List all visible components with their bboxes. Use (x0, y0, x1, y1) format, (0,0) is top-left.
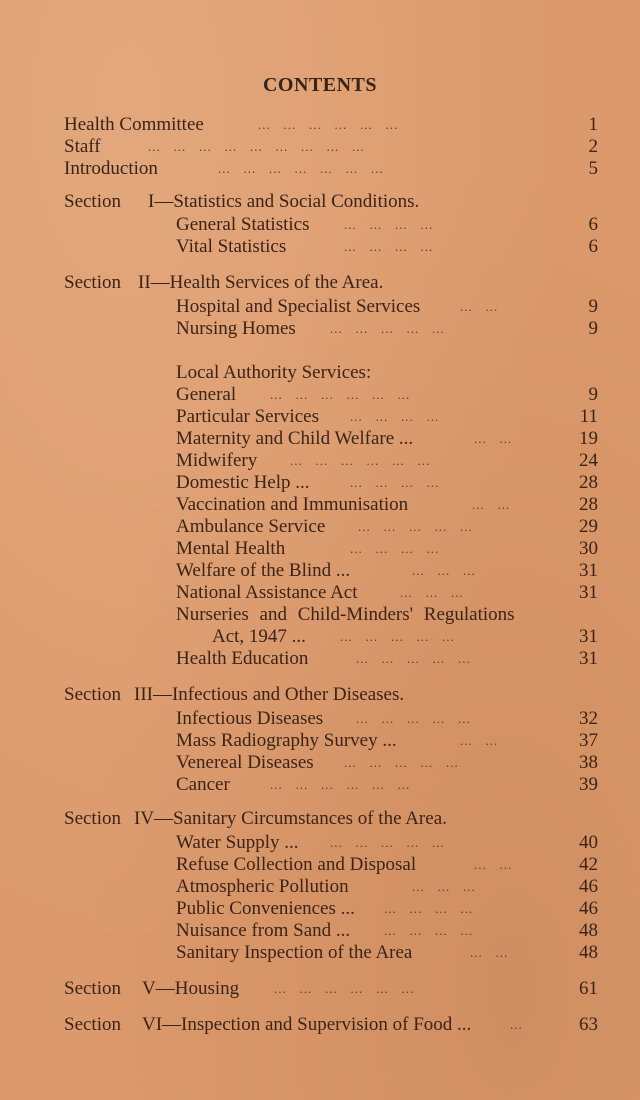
toc-entry-label: Vaccination and Immunisation (176, 494, 409, 515)
toc-entry[interactable] (0, 942, 640, 964)
toc-entry-page: 63 (579, 1014, 598, 1035)
toc-entry-label: Health Education (176, 648, 309, 669)
toc-entry-page: 6 (588, 236, 598, 257)
leader-dots: ... ... ... ... ... (356, 711, 471, 726)
leader-dots: ... ... ... ... (344, 239, 434, 254)
leader-dots: ... ... (474, 431, 513, 446)
toc-entry-label: Public Conveniences ... (176, 898, 355, 919)
toc-entry-label: Water Supply ... (176, 832, 299, 853)
leader-dots: ... ... ... ... ... (356, 651, 471, 666)
toc-entry-label: Midwifery (176, 450, 258, 471)
leader-dots: ... ... ... ... (350, 409, 440, 424)
toc-entry-page: 1 (588, 114, 598, 135)
leader-dots: ... ... ... ... ... ... (270, 387, 411, 402)
toc-entry-page: 9 (588, 384, 598, 405)
toc-entry-label: Health Committee (64, 114, 204, 135)
leader-dots: ... ... ... ... ... (358, 519, 473, 534)
toc-entry-page: 31 (579, 582, 598, 603)
toc-entry-page: 40 (579, 832, 598, 853)
leader-dots: ... ... ... ... ... ... (290, 453, 431, 468)
toc-entry[interactable] (0, 582, 640, 604)
toc-entry-page: 2 (588, 136, 598, 157)
section-heading[interactable] (0, 684, 640, 706)
toc-entry[interactable] (0, 774, 640, 796)
leader-dots: ... (510, 1017, 523, 1032)
leader-dots: ... ... ... ... ... ... (258, 117, 399, 132)
leader-dots: ... ... ... ... ... (330, 321, 445, 336)
section-prefix: Section (64, 1014, 121, 1035)
toc-entry[interactable] (0, 876, 640, 898)
toc-entry[interactable] (0, 604, 640, 626)
toc-entry-page: 32 (579, 708, 598, 729)
toc-entry[interactable] (0, 406, 640, 428)
toc-entry-page: 37 (579, 730, 598, 751)
toc-entry[interactable] (0, 236, 640, 258)
toc-entry[interactable] (0, 626, 640, 648)
section-prefix: Section (64, 191, 121, 212)
leader-dots: ... ... ... ... ... (344, 755, 459, 770)
toc-entry-page: 42 (579, 854, 598, 875)
leader-dots: ... ... ... ... ... (330, 835, 445, 850)
toc-entry-page: 9 (588, 296, 598, 317)
toc-entry-label: Nursing Homes (176, 318, 296, 339)
toc-entry-page: 29 (579, 516, 598, 537)
leader-dots: ... ... (472, 497, 511, 512)
toc-entry-label: Refuse Collection and Disposal (176, 854, 417, 875)
toc-entry-page: 61 (579, 978, 598, 999)
toc-entry[interactable] (0, 538, 640, 560)
toc-entry[interactable] (0, 428, 640, 450)
toc-entry-label: V—Housing (142, 978, 240, 999)
subsection-heading (0, 362, 640, 384)
toc-entry-page: 31 (579, 648, 598, 669)
leader-dots: ... ... ... ... ... (340, 629, 455, 644)
toc-entry[interactable] (0, 494, 640, 516)
toc-entry[interactable] (0, 730, 640, 752)
toc-entry-label: Sanitary Inspection of the Area (176, 942, 413, 963)
leader-dots: ... ... ... ... (344, 217, 434, 232)
toc-entry-page: 19 (579, 428, 598, 449)
toc-entry-label: Mass Radiography Survey ... (176, 730, 397, 751)
toc-entry-page: 5 (588, 158, 598, 179)
subsection-title: Local Authority Services: (176, 362, 372, 383)
toc-entry[interactable] (0, 472, 640, 494)
toc-entry[interactable] (0, 898, 640, 920)
leader-dots: ... ... ... ... ... ... ... ... ... (148, 139, 365, 154)
toc-entry[interactable] (0, 854, 640, 876)
toc-entry-page: 31 (579, 560, 598, 581)
leader-dots: ... ... ... ... (384, 923, 474, 938)
toc-entry-page: 30 (579, 538, 598, 559)
toc-entry-page: 9 (588, 318, 598, 339)
toc-entry[interactable] (0, 920, 640, 942)
toc-entry-page: 6 (588, 214, 598, 235)
toc-entry-label: Vital Statistics (176, 236, 287, 257)
toc-entry-label: Hospital and Specialist Services (176, 296, 421, 317)
toc-entry-label: National Assistance Act (176, 582, 358, 603)
leader-dots: ... ... (470, 945, 509, 960)
toc-entry[interactable] (0, 560, 640, 582)
toc-entry-page: 46 (579, 876, 598, 897)
toc-entry-label: Nurseries and Child-Minders' Regulations (176, 604, 515, 625)
toc-entry-label: Domestic Help ... (176, 472, 310, 493)
toc-entry[interactable] (0, 516, 640, 538)
section-heading[interactable] (0, 272, 640, 294)
toc-entry-label: Act, 1947 ... (212, 626, 306, 647)
section-title: II—Health Services of the Area. (138, 272, 384, 293)
toc-entry-label: Particular Services (176, 406, 319, 427)
section-prefix: Section (64, 684, 121, 705)
section-title: IV—Sanitary Circumstances of the Area. (134, 808, 447, 829)
section-prefix: Section (64, 978, 121, 999)
toc-entry[interactable] (0, 384, 640, 406)
leader-dots: ... ... ... ... (350, 475, 440, 490)
section-title: III—Infectious and Other Diseases. (134, 684, 405, 705)
toc-entry-label: General (176, 384, 237, 405)
leader-dots: ... ... ... ... ... ... (274, 981, 415, 996)
toc-entry[interactable] (0, 708, 640, 730)
leader-dots: ... ... ... ... ... ... ... (218, 161, 384, 176)
toc-entry-label: Ambulance Service (176, 516, 326, 537)
section-prefix: Section (64, 808, 121, 829)
leader-dots: ... ... (460, 299, 499, 314)
toc-entry[interactable] (0, 158, 640, 180)
toc-entry-page: 48 (579, 942, 598, 963)
toc-entry-page: 11 (579, 406, 598, 427)
leader-dots: ... ... ... ... (384, 901, 474, 916)
leader-dots: ... ... (460, 733, 499, 748)
section-title: I—Statistics and Social Conditions. (148, 191, 420, 212)
toc-entry-label: Venereal Diseases (176, 752, 314, 773)
toc-entry-label: Welfare of the Blind ... (176, 560, 351, 581)
toc-entry-label: Maternity and Child Welfare ... (176, 428, 414, 449)
toc-entry-label: General Statistics (176, 214, 310, 235)
toc-entry-label: Cancer (176, 774, 230, 795)
toc-entry[interactable] (0, 136, 640, 158)
toc-entry[interactable] (0, 214, 640, 236)
toc-entry-page: 38 (579, 752, 598, 773)
leader-dots: ... ... (474, 857, 513, 872)
toc-entry-page: 28 (579, 472, 598, 493)
leader-dots: ... ... ... (412, 563, 476, 578)
page-title: CONTENTS (262, 74, 378, 96)
section-heading[interactable] (0, 191, 640, 213)
toc-entry[interactable] (0, 648, 640, 670)
toc-entry[interactable] (0, 296, 640, 318)
toc-entry-page: 31 (579, 626, 598, 647)
toc-entry-page: 39 (579, 774, 598, 795)
toc-entry-label: Staff (64, 136, 101, 157)
toc-entry-label: Atmospheric Pollution (176, 876, 349, 897)
toc-entry-page: 24 (579, 450, 598, 471)
toc-entry-label: Nuisance from Sand ... (176, 920, 351, 941)
leader-dots: ... ... ... (412, 879, 476, 894)
toc-entry-label: Introduction (64, 158, 158, 179)
toc-entry-page: 28 (579, 494, 598, 515)
toc-entry[interactable] (0, 318, 640, 340)
toc-entry[interactable] (0, 832, 640, 854)
toc-entry-page: 48 (579, 920, 598, 941)
section-heading[interactable] (0, 808, 640, 830)
section-prefix: Section (64, 272, 121, 293)
toc-entry[interactable] (0, 1014, 640, 1036)
toc-entry-page: 46 (579, 898, 598, 919)
toc-entry[interactable] (0, 752, 640, 774)
leader-dots: ... ... ... ... ... ... (270, 777, 411, 792)
toc-entry-label: Infectious Diseases (176, 708, 324, 729)
toc-entry-label: Mental Health (176, 538, 286, 559)
leader-dots: ... ... ... ... (350, 541, 440, 556)
leader-dots: ... ... ... (400, 585, 464, 600)
toc-entry-label: VI—Inspection and Supervision of Food ... (142, 1014, 472, 1035)
toc-entry[interactable] (0, 978, 640, 1000)
toc-entry[interactable] (0, 450, 640, 472)
toc-entry[interactable] (0, 114, 640, 136)
